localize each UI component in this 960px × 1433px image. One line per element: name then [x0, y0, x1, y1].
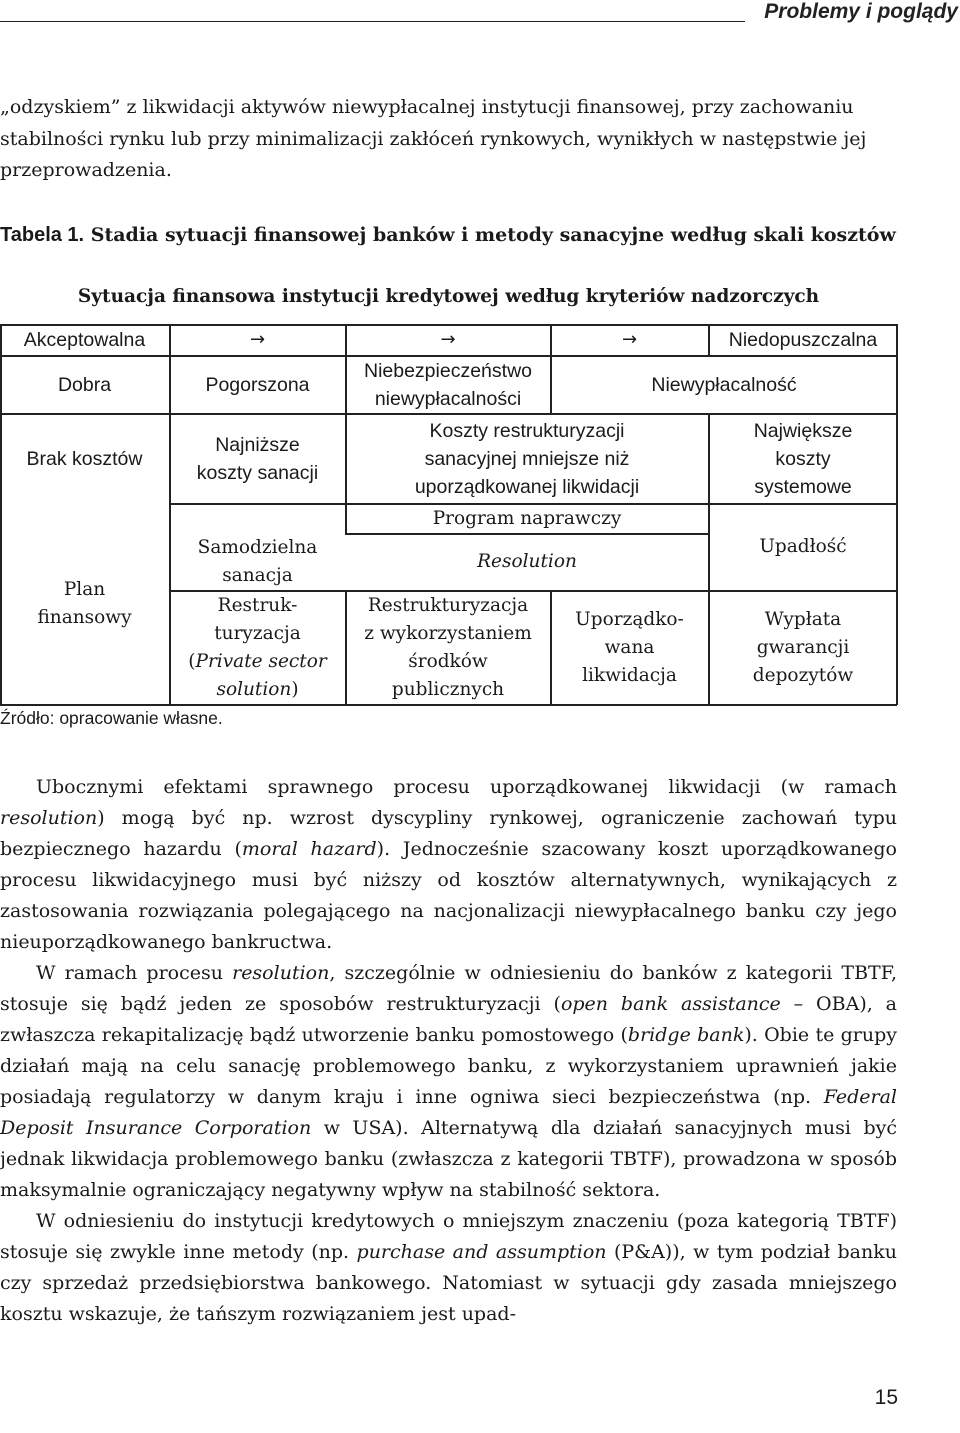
stage-niewyplacalnosc: Niewypłacalność: [651, 373, 797, 396]
arrow-icon: →: [249, 329, 266, 350]
cell-line: uporządkowanej likwidacji: [414, 475, 640, 498]
cell-line: [216, 676, 298, 704]
cost-restrukturyzacji: [346, 414, 708, 503]
page-number: 15: [874, 1386, 898, 1409]
cell-line: Uporządko-: [575, 608, 684, 630]
cell-line: gwarancji: [756, 636, 850, 658]
intro-paragraph: „odzyskiem” z likwidacji aktywów niewypłacalnej instytucji finansowej, przy zachowaniu stabilności rynku lub przy minimalizacji zakłóceń rynkowych, wynikłych w następstwie jej przeprowadzenia.: [0, 96, 867, 181]
scale-left-label: Akceptowalna: [23, 329, 146, 351]
body-text: [0, 772, 897, 1330]
italic-term: bridge bank: [627, 1024, 745, 1046]
cell-line: Najniższe: [215, 433, 300, 456]
text-run: W ramach procesu: [36, 962, 233, 984]
text-run: – OBA), a zwłaszcza rekapitalizację bądź utworzenie banku pomostowego (: [0, 993, 897, 1046]
text-run: ). Jednocześnie szacowany koszt uporządkowanego procesu likwidacyjnego musi być niższy od kosztów alternatywnych, wynikających z zastosowania rozwiązania polegającego na nacjonalizacji niewypłacalnego banku czy jego nieuporządkowanego bankructwa.: [0, 838, 897, 953]
table-source: Źródło: opracowanie własne.: [0, 708, 223, 728]
stage-pogorszona: Pogorszona: [205, 373, 310, 396]
italic-term: open bank assistance: [560, 993, 781, 1015]
cell-line: koszty: [775, 447, 831, 470]
italic-term: solution: [216, 678, 292, 700]
running-title: Problemy i poglądy: [764, 0, 958, 23]
cell-line: sanacyjnej mniejsze niż: [424, 447, 630, 470]
stage-dobra: Dobra: [57, 373, 112, 396]
paren: (: [188, 650, 196, 672]
cell-line: likwidacja: [582, 664, 677, 686]
cell-line: środków: [408, 650, 488, 672]
paragraph: [0, 1206, 897, 1330]
cell-line: Restrukturyzacja: [367, 594, 529, 616]
stage-niebezpieczenstwo: [346, 356, 550, 413]
text-run: W odniesieniu do instytucji kredytowych o mniejszym znaczeniu (poza kategorią TBTF) stosuje się zwykle inne metody (np.: [0, 1210, 897, 1263]
method-plan: [0, 504, 169, 704]
cell-line: finansowy: [37, 607, 132, 628]
arrow-icon: →: [621, 329, 638, 350]
cell-line: [188, 648, 326, 676]
cell-line: z wykorzystaniem: [364, 622, 532, 644]
arrow-icon: →: [440, 329, 456, 350]
table-title: Stadia sytuacji finansowej banków i metody sanacyjne według skali kosztów: [90, 224, 896, 246]
cell-line: Restruk-: [217, 594, 298, 616]
text-run: ). Obie te grupy działań mają na celu sanację problemowego banku, z wykorzystaniem uprawnień jakie posiadają regulatorzy w danym kraju i inne ogniwa sieci bezpieczeństwa (np.: [0, 1024, 898, 1108]
table-super-header: Sytuacja finansowa instytucji kredytowej według kryteriów nadzorczych: [77, 286, 820, 307]
grid-line: [0, 704, 897, 706]
cost-brak: Brak kosztów: [26, 447, 143, 470]
cell-line: Wypłata: [764, 608, 842, 630]
paragraph: [0, 772, 897, 958]
method-orderly-liquidation: [551, 591, 708, 704]
italic-term: Federal Deposit Insurance Corporation: [0, 1086, 897, 1139]
cell-line: publicznych: [391, 678, 505, 700]
cell-line: Plan: [63, 579, 106, 600]
cell-line: sanacja: [222, 565, 293, 586]
text-run: (P&A)), w tym podział banku czy sprzedaż przedsiębiorstwa bankowego. Natomiast w sytuacji gdy zasada mniejszego kosztu wskazuje, że tańszym rozwiązaniem jest upad-: [0, 1241, 898, 1325]
cell-line: wana: [604, 636, 655, 658]
italic-term: resolution: [232, 962, 330, 984]
italic-term: resolution: [0, 807, 98, 829]
italic-term: Private sector: [195, 650, 327, 672]
italic-term: purchase and assumption: [356, 1241, 607, 1263]
cost-najnizsze: [170, 414, 345, 503]
text-run: Ubocznymi efektami sprawnego procesu uporządkowanej likwidacji (w ramach: [36, 776, 897, 798]
text-run: , szczególnie w odniesieniu do banków z kategorii TBTF, stosuje się bądź jeden ze sposobów restrukturyzacji (: [0, 962, 897, 1015]
method-private-sector: [170, 591, 345, 704]
method-upadlosc: Upadłość: [759, 536, 847, 557]
paren: ): [291, 678, 299, 700]
method-deposit-payout: [709, 591, 897, 704]
text-run: ) mogą być np. wzrost dyscypliny rynkowej, ograniczenie zachowań typu bezpiecznego hazardu (: [0, 807, 897, 860]
cell-line: turyzacja: [214, 622, 301, 644]
text-run: w USA). Alternatywą dla działań sanacyjnych musi być jednak likwidacja problemowego banku (zwłaszcza z kategorii TBTF), prowadzona w sposób maksymalnie ograniczający negatywny wpływ na stabilność sektora.: [0, 1117, 898, 1201]
paragraph: [0, 958, 897, 1206]
italic-term: moral hazard: [241, 838, 377, 860]
method-samodzielna: [170, 534, 345, 590]
cell-line: Koszty restrukturyzacji: [429, 419, 625, 442]
cell-line: systemowe: [754, 475, 852, 498]
cost-najwieksze: [709, 414, 897, 503]
cell-line: koszty sanacji: [196, 461, 319, 484]
method-program: Program naprawczy: [432, 507, 622, 529]
method-public-funds: [346, 591, 550, 704]
cell-line: Największe: [753, 419, 853, 442]
cell-line: Samodzielna: [197, 537, 318, 558]
cell-line: Niebezpieczeństwo: [363, 359, 532, 382]
cell-line: niewypłacalności: [374, 387, 522, 410]
scale-right-label: Niedopuszczalna: [728, 329, 878, 351]
cell-line: depozytów: [752, 664, 854, 686]
method-resolution: Resolution: [477, 551, 577, 572]
table-label: Tabela 1.: [0, 224, 85, 246]
